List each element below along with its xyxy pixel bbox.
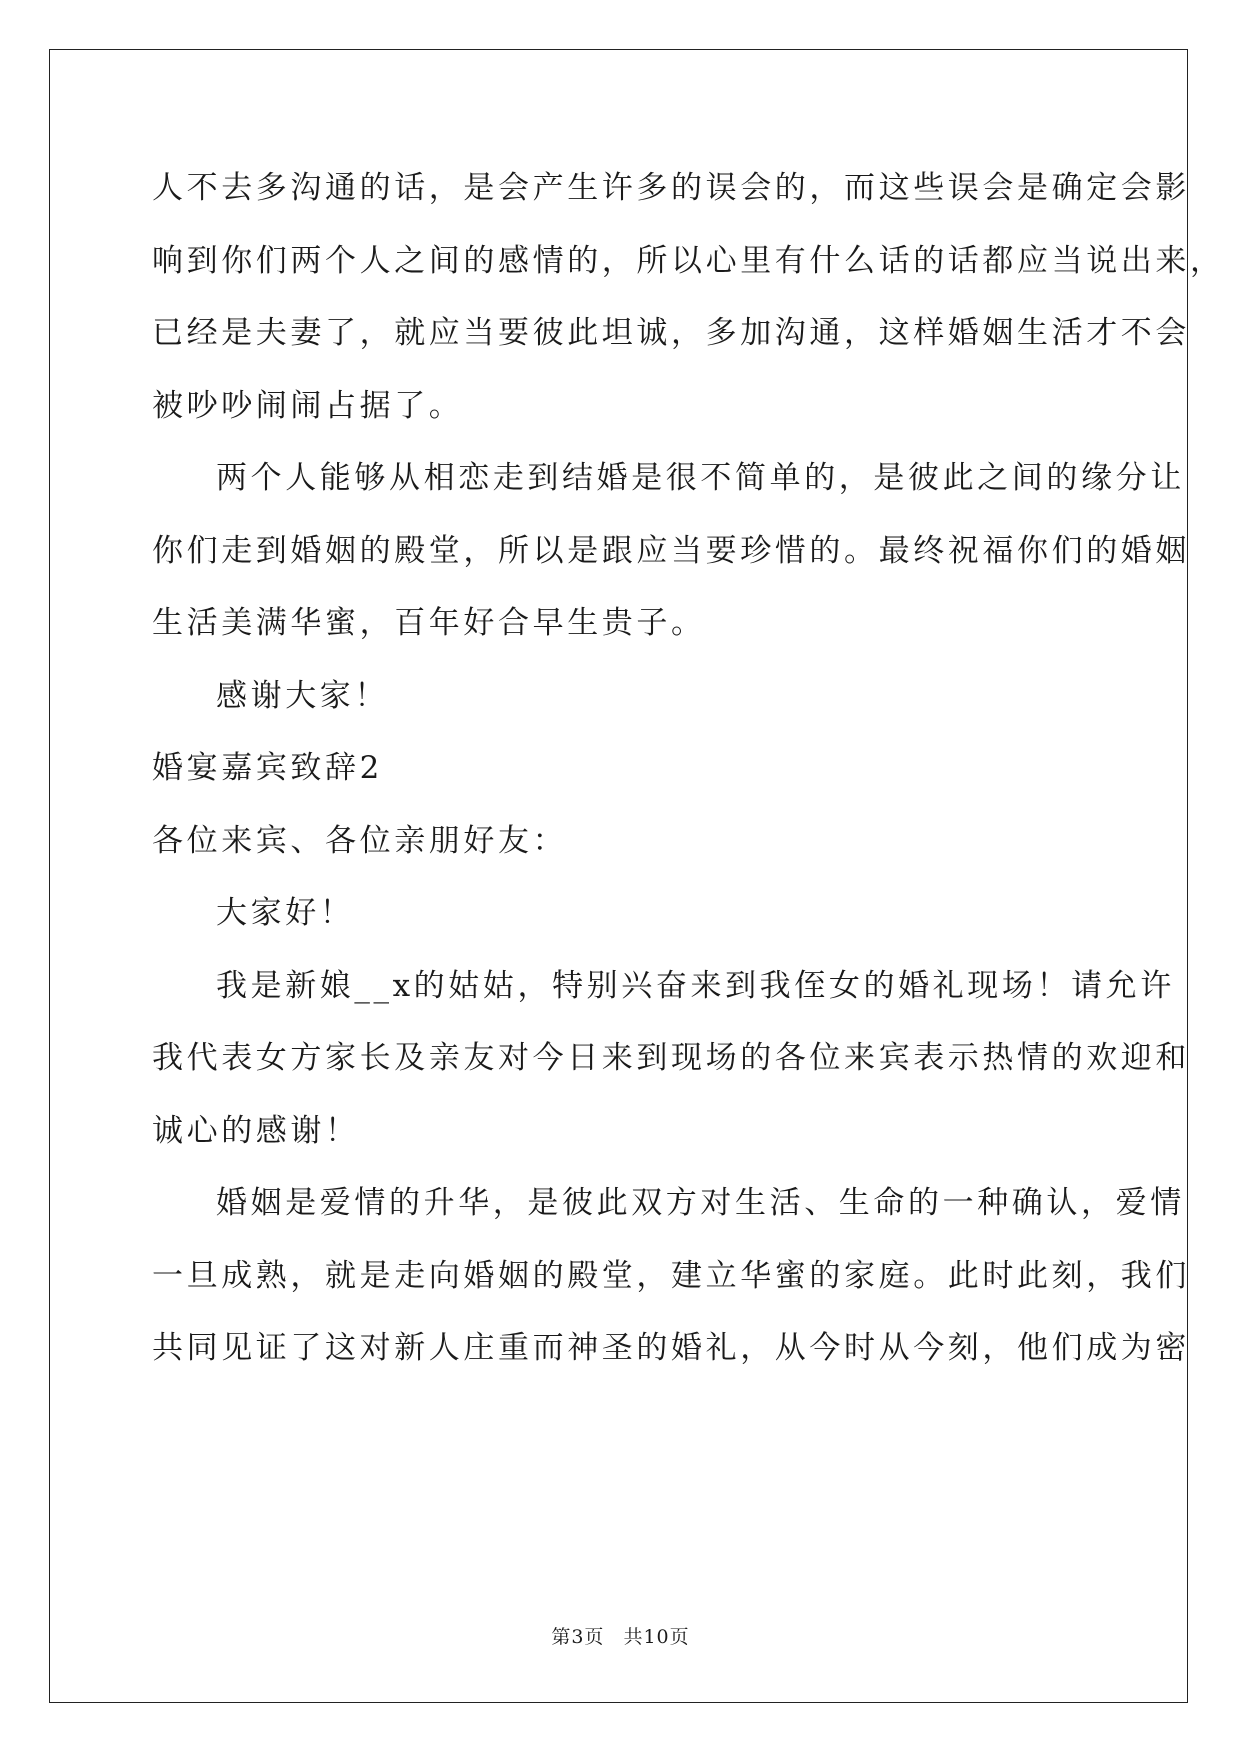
document-body xyxy=(152,160,1225,1393)
text-line: 两个人能够从相恋走到结婚是很不简单的，是彼此之间的缘分让 xyxy=(216,460,1185,496)
text-line: 共同见证了这对新人庄重而神圣的婚礼，从今时从今刻，他们成为密 xyxy=(152,1330,1190,1366)
page-total: 共10页 xyxy=(623,1626,690,1648)
text-line: 一旦成熟，就是走向婚姻的殿堂，建立华蜜的家庭。此时此刻，我们 xyxy=(152,1257,1190,1294)
text-line: 我代表女方家长及亲友对今日来到现场的各位来宾表示热情的欢迎和 xyxy=(152,1040,1190,1076)
salutation: 各位来宾、各位亲朋好友： xyxy=(152,822,568,859)
text-line: 我是新娘__x的姑姑，特别兴奋来到我侄女的婚礼现场！请允许 xyxy=(216,967,1175,1004)
text-line: 感谢大家！ xyxy=(216,677,389,714)
page-number: 第3页 xyxy=(551,1626,605,1648)
text-line: 已经是夫妻了，就应当要彼此坦诚，多加沟通，这样婚姻生活才不会 xyxy=(152,315,1190,351)
page-footer xyxy=(0,1622,1241,1649)
section-heading: 婚宴嘉宾致辞2 xyxy=(152,750,383,786)
text-line: 被吵吵闹闹占据了。 xyxy=(152,387,464,424)
text-line: 婚姻是爱情的升华，是彼此双方对生活、生命的一种确认，爱情 xyxy=(216,1185,1185,1221)
text-line: 你们走到婚姻的殿堂，所以是跟应当要珍惜的。最终祝福你们的婚姻 xyxy=(152,532,1190,569)
text-line: 大家好！ xyxy=(216,895,355,931)
text-line: 生活美满华蜜，百年好合早生贵子。 xyxy=(152,605,706,641)
text-line: 诚心的感谢！ xyxy=(152,1112,360,1149)
text-line: 人不去多沟通的话，是会产生许多的误会的，而这些误会是确定会影 xyxy=(152,170,1190,206)
text-line: 响到你们两个人之间的感情的，所以心里有什么话的话都应当说出来， xyxy=(152,242,1225,279)
